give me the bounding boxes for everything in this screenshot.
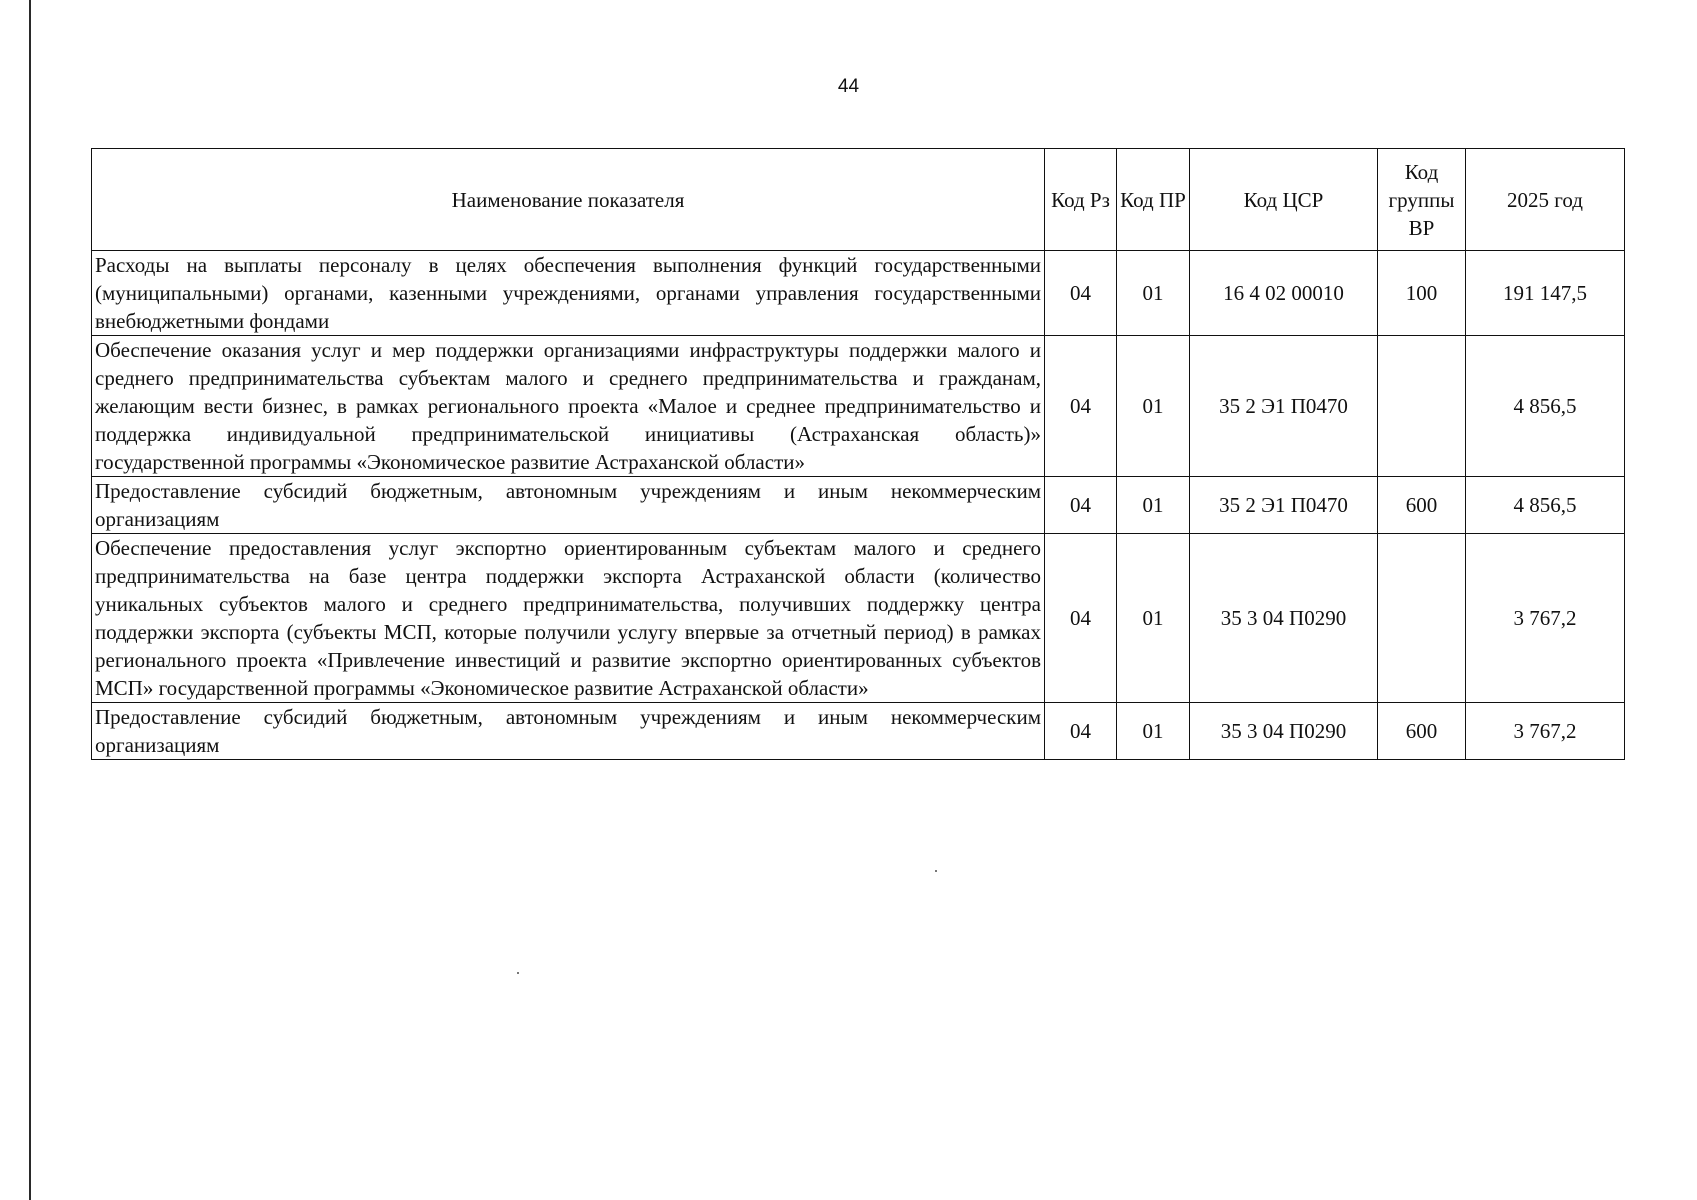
- row-csr: 35 2 Э1 П0470: [1190, 477, 1378, 534]
- table-header-row: [92, 149, 1625, 251]
- row-rz: 04: [1045, 251, 1117, 336]
- row-pr: 01: [1117, 477, 1190, 534]
- row-name: Расходы на выплаты персоналу в целях обеспечения выполнения функций государственными (муниципальными) органами, казенными учреждениями, органами управления государственными внебюджетными фондами: [92, 251, 1045, 336]
- scan-edge-line: [29, 0, 31, 1200]
- row-amount: 3 767,2: [1466, 703, 1625, 760]
- row-pr: 01: [1117, 336, 1190, 477]
- header-year: 2025 год: [1466, 149, 1625, 251]
- row-rz: 04: [1045, 336, 1117, 477]
- row-rz: 04: [1045, 477, 1117, 534]
- row-name: Обеспечение предоставления услуг экспортно ориентированным субъектам малого и среднего предпринимательства на базе центра поддержки экспорта Астраханской области (количество уникальных субъектов малого и среднего предпринимательства, получивших поддержку центра поддержки экспорта (субъекты МСП, которые получили услугу впервые за отчетный период) в рамках регионального проекта «Привлечение инвестиций и развитие экспортно ориентированных субъектов МСП» государственной программы «Экономическое развитие Астраханской области»: [92, 534, 1045, 703]
- header-name: Наименование показателя: [92, 149, 1045, 251]
- table-row: [92, 336, 1625, 477]
- row-name: Предоставление субсидий бюджетным, автономным учреждениям и иным некоммерческим организациям: [92, 477, 1045, 534]
- row-pr: 01: [1117, 703, 1190, 760]
- row-rz: 04: [1045, 534, 1117, 703]
- row-csr: 35 2 Э1 П0470: [1190, 336, 1378, 477]
- row-rz: 04: [1045, 703, 1117, 760]
- table-row: [92, 251, 1625, 336]
- row-vr: [1378, 336, 1466, 477]
- row-vr: 600: [1378, 477, 1466, 534]
- row-vr: 100: [1378, 251, 1466, 336]
- row-pr: 01: [1117, 251, 1190, 336]
- row-amount: 191 147,5: [1466, 251, 1625, 336]
- budget-table: [91, 148, 1625, 760]
- row-amount: 3 767,2: [1466, 534, 1625, 703]
- table-row: [92, 703, 1625, 760]
- row-name: Предоставление субсидий бюджетным, автономным учреждениям и иным некоммерческим организациям: [92, 703, 1045, 760]
- page-number: 44: [837, 76, 860, 97]
- header-csr: Код ЦСР: [1190, 149, 1378, 251]
- row-amount: 4 856,5: [1466, 477, 1625, 534]
- scan-speck: [517, 972, 519, 974]
- row-csr: 35 3 04 П0290: [1190, 703, 1378, 760]
- header-pr: Код ПР: [1117, 149, 1190, 251]
- row-pr: 01: [1117, 534, 1190, 703]
- scan-speck: [935, 870, 937, 872]
- row-csr: 35 3 04 П0290: [1190, 534, 1378, 703]
- row-csr: 16 4 02 00010: [1190, 251, 1378, 336]
- table-row: [92, 477, 1625, 534]
- row-vr: 600: [1378, 703, 1466, 760]
- row-vr: [1378, 534, 1466, 703]
- header-vr: Код группы ВР: [1378, 149, 1466, 251]
- row-name: Обеспечение оказания услуг и мер поддержки организациями инфраструктуры поддержки малого и среднего предпринимательства субъектам малого и среднего предпринимательства и гражданам, желающим вести бизнес, в рамках регионального проекта «Малое и среднее предпринимательство и поддержка индивидуальной предпринимательской инициативы (Астраханская область)» государственной программы «Экономическое развитие Астраханской области»: [92, 336, 1045, 477]
- table-row: [92, 534, 1625, 703]
- header-rz: Код Рз: [1045, 149, 1117, 251]
- row-amount: 4 856,5: [1466, 336, 1625, 477]
